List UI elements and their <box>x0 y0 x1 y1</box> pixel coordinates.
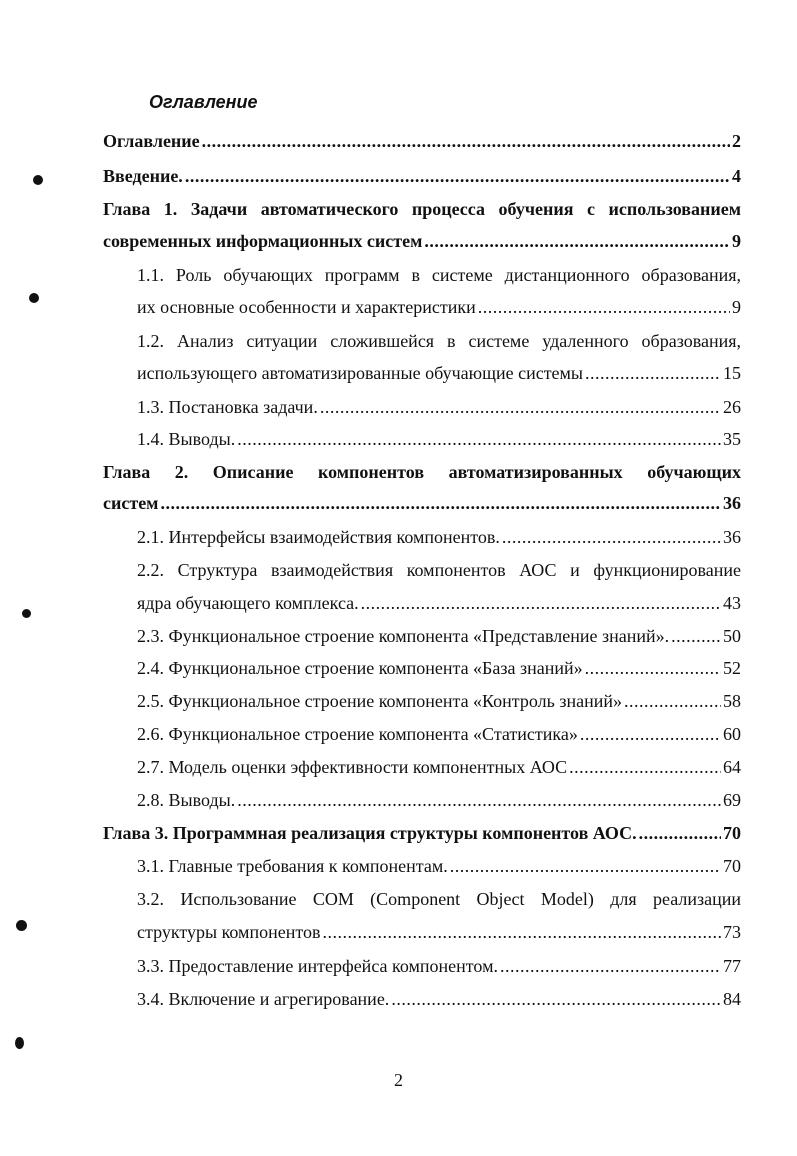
binder-hole-mark <box>29 293 39 303</box>
toc-entry-title: 3.3. Предоставление интерфейса компонентом. <box>137 956 498 976</box>
leader-dots <box>671 625 721 647</box>
leader-dots <box>185 165 730 187</box>
leader-dots <box>502 526 721 548</box>
toc-entry-page: 9 <box>732 231 741 251</box>
toc-entry-title: их основные особенности и характеристики <box>137 297 476 317</box>
toc-entry[interactable] <box>137 756 741 778</box>
toc-entry-page: 4 <box>732 166 741 186</box>
toc-entry-page: 9 <box>732 297 741 317</box>
toc-entry-title: Оглавление <box>103 131 200 151</box>
toc-entry-first-line[interactable]: Глава 2. Описание компонентов автоматизированных обучающих <box>103 462 741 482</box>
toc-entry-page: 36 <box>723 527 741 547</box>
leader-dots <box>322 921 721 943</box>
toc-entry-page: 50 <box>723 626 741 646</box>
leader-dots <box>202 130 730 152</box>
toc-entry-title: использующего автоматизированные обучающие системы <box>137 363 584 383</box>
toc-entry-first-line[interactable]: 1.2. Анализ ситуации сложившейся в системе удаленного образования, <box>137 331 741 351</box>
toc-entry[interactable] <box>103 230 741 252</box>
toc-entry[interactable] <box>137 723 741 745</box>
toc-entry[interactable] <box>137 855 741 877</box>
toc-entry-title: 2.6. Функциональное строение компонента «Статистика» <box>137 724 578 744</box>
toc-entry-page: 70 <box>723 823 741 843</box>
toc-entry-title: Глава 3. Программная реализация структуры компонентов АОС. <box>103 823 637 843</box>
leader-dots <box>569 756 721 778</box>
toc-entry[interactable] <box>137 921 741 943</box>
toc-entry-title: 2.5. Функциональное строение компонента «Контроль знаний» <box>137 691 622 711</box>
binder-hole-mark <box>16 920 27 931</box>
toc-entry[interactable] <box>137 296 741 318</box>
toc-entry-page: 58 <box>723 691 741 711</box>
toc-entry-title: 3.4. Включение и агрегирование. <box>137 989 390 1009</box>
leader-dots <box>585 657 721 679</box>
toc-entry-page: 36 <box>723 493 741 513</box>
toc-entry[interactable] <box>137 428 741 450</box>
toc-entry-title: 2.1. Интерфейсы взаимодействия компонентов. <box>137 527 500 547</box>
toc-entry[interactable] <box>137 690 741 712</box>
toc-entry-title: 1.3. Постановка задачи. <box>137 397 318 417</box>
toc-entry[interactable] <box>137 362 741 384</box>
toc-entry[interactable] <box>103 492 741 514</box>
toc-entry-page: 70 <box>723 856 741 876</box>
toc-entry[interactable] <box>137 396 741 418</box>
toc-entry-first-line[interactable]: 2.2. Структура взаимодействия компонентов АОС и функционирование <box>137 560 741 580</box>
leader-dots <box>500 955 721 977</box>
toc-entry[interactable] <box>103 165 741 187</box>
toc-entry-title: 2.4. Функциональное строение компонента «База знаний» <box>137 658 583 678</box>
binder-hole-mark <box>22 609 31 618</box>
leader-dots <box>237 789 721 811</box>
toc-entry-page: 64 <box>723 757 741 777</box>
leader-dots <box>361 592 721 614</box>
leader-dots <box>237 428 721 450</box>
toc-heading: Оглавление <box>149 92 258 112</box>
toc-entry-page: 35 <box>723 429 741 449</box>
toc-entry-title: 2.8. Выводы. <box>137 790 236 810</box>
binder-hole-mark <box>15 1037 24 1049</box>
toc-entry[interactable] <box>137 625 741 647</box>
leader-dots <box>580 723 721 745</box>
leader-dots <box>320 396 721 418</box>
toc-entry-first-line[interactable]: Глава 1. Задачи автоматического процесса обучения с использованием <box>103 199 741 219</box>
toc-entry-title: 2.7. Модель оценки эффективности компонентных АОС <box>137 757 568 777</box>
leader-dots <box>450 855 721 877</box>
toc-entry[interactable] <box>137 526 741 548</box>
toc-entry-title: 2.3. Функциональное строение компонента «Представление знаний». <box>137 626 670 646</box>
toc-entry-title: Введение. <box>103 166 183 186</box>
toc-entry-page: 73 <box>723 922 741 942</box>
leader-dots <box>624 690 721 712</box>
toc-entry[interactable] <box>137 789 741 811</box>
leader-dots <box>391 988 721 1010</box>
toc-entry[interactable] <box>137 592 741 614</box>
leader-dots <box>585 362 721 384</box>
leader-dots <box>160 492 721 514</box>
toc-entry-page: 69 <box>723 790 741 810</box>
toc-entry-page: 2 <box>732 131 741 151</box>
toc-entry-title: систем <box>103 493 159 513</box>
binder-hole-mark <box>33 175 43 185</box>
page-number: 2 <box>394 1070 403 1090</box>
toc-entry[interactable] <box>137 955 741 977</box>
leader-dots <box>639 822 721 844</box>
toc-entry[interactable] <box>137 988 741 1010</box>
toc-entry-title: 1.4. Выводы. <box>137 429 236 449</box>
toc-entry-first-line[interactable]: 3.2. Использование COM (Component Object Model) для реализации <box>137 889 741 909</box>
toc-entry-page: 15 <box>723 363 741 383</box>
toc-entry-title: ядра обучающего комплекса. <box>137 593 359 613</box>
toc-entry-page: 52 <box>723 658 741 678</box>
leader-dots <box>478 296 730 318</box>
toc-entry-title: современных информационных систем <box>103 231 423 251</box>
toc-entry-first-line[interactable]: 1.1. Роль обучающих программ в системе дистанционного образования, <box>137 265 741 285</box>
leader-dots <box>424 230 730 252</box>
toc-entry-page: 84 <box>723 989 741 1009</box>
toc-entry-page: 77 <box>723 956 741 976</box>
toc-entry[interactable] <box>137 657 741 679</box>
toc-entry-page: 26 <box>723 397 741 417</box>
toc-entry[interactable] <box>103 130 741 152</box>
toc-entry[interactable] <box>103 822 741 844</box>
toc-entry-title: 3.1. Главные требования к компонентам. <box>137 856 448 876</box>
toc-entry-page: 60 <box>723 724 741 744</box>
toc-entry-page: 43 <box>723 593 741 613</box>
toc-entry-title: структуры компонентов <box>137 922 321 942</box>
